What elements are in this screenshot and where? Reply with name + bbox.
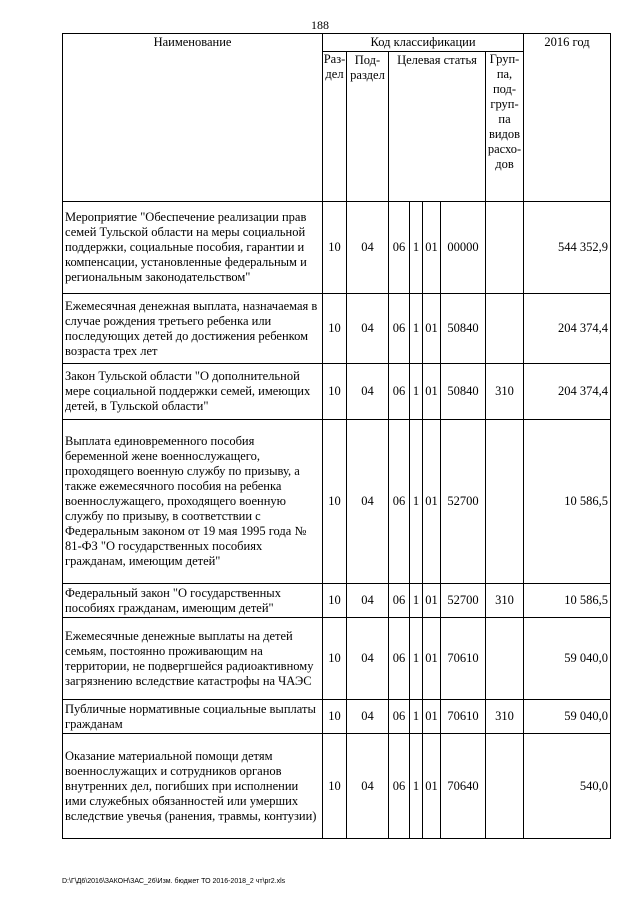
header-group: Груп- па, под- груп- па видов расхо- дов bbox=[486, 52, 524, 202]
row-name: Закон Тульской области "О дополнительной мере социальной поддержки семей, имеющих детей, в Тульской области" bbox=[63, 364, 323, 420]
file-path-footer: D:\Г\Д6\2016\ЗАКОН\ЗАС_26\Изм. бюджет ТО 2016-2018_2 чт\pr2.xls bbox=[62, 878, 286, 885]
row-name: Федеральный закон "О государственных пособиях гражданам, имеющим детей" bbox=[63, 584, 323, 618]
row-target-subprogram: 1 bbox=[410, 618, 423, 700]
row-expense-group bbox=[486, 202, 524, 294]
row-amount: 540,0 bbox=[524, 734, 611, 839]
row-target-program: 06 bbox=[389, 364, 410, 420]
row-target-event: 01 bbox=[423, 618, 441, 700]
table-row bbox=[63, 202, 611, 294]
row-target-direction: 70610 bbox=[441, 618, 486, 700]
row-target-program: 06 bbox=[389, 294, 410, 364]
row-target-subprogram: 1 bbox=[410, 584, 423, 618]
row-target-program: 06 bbox=[389, 584, 410, 618]
page-number: 188 bbox=[311, 18, 329, 32]
table-row bbox=[63, 364, 611, 420]
row-target-direction: 00000 bbox=[441, 202, 486, 294]
row-target-subprogram: 1 bbox=[410, 294, 423, 364]
row-name: Публичные нормативные социальные выплаты гражданам bbox=[63, 700, 323, 734]
row-target-subprogram: 1 bbox=[410, 700, 423, 734]
row-target-direction: 52700 bbox=[441, 420, 486, 584]
row-target-direction: 70640 bbox=[441, 734, 486, 839]
table-row bbox=[63, 584, 611, 618]
row-expense-group: 310 bbox=[486, 700, 524, 734]
header-target: Целевая статья bbox=[389, 52, 486, 202]
table-row bbox=[63, 700, 611, 734]
row-expense-group bbox=[486, 618, 524, 700]
row-subsection: 04 bbox=[347, 584, 389, 618]
table-row bbox=[63, 618, 611, 700]
row-amount: 544 352,9 bbox=[524, 202, 611, 294]
row-target-event: 01 bbox=[423, 584, 441, 618]
row-name: Ежемесячная денежная выплата, назначаемая в случае рождения третьего ребенка или последующих детей до достижения ребенком возраста трех лет bbox=[63, 294, 323, 364]
header-code-group: Код классификации bbox=[323, 34, 524, 52]
row-target-program: 06 bbox=[389, 618, 410, 700]
row-expense-group: 310 bbox=[486, 584, 524, 618]
row-section: 10 bbox=[323, 202, 347, 294]
row-name: Выплата единовременного пособия беременной жене военнослужащего, проходящего военную службу по призыву, а также ежемесячного пособия на ребенка военнослужащего, проходящего военную службу по призыву, в соответствии с Федеральным законом от 19 мая 1995 года № 81-ФЗ "О государственных пособиях гражданам, имеющим детей" bbox=[63, 420, 323, 584]
row-section: 10 bbox=[323, 364, 347, 420]
row-amount: 10 586,5 bbox=[524, 420, 611, 584]
row-amount: 204 374,4 bbox=[524, 294, 611, 364]
row-subsection: 04 bbox=[347, 294, 389, 364]
table-row bbox=[63, 420, 611, 584]
row-section: 10 bbox=[323, 618, 347, 700]
table-row bbox=[63, 294, 611, 364]
row-target-direction: 70610 bbox=[441, 700, 486, 734]
row-section: 10 bbox=[323, 700, 347, 734]
row-target-event: 01 bbox=[423, 420, 441, 584]
row-subsection: 04 bbox=[347, 202, 389, 294]
row-target-program: 06 bbox=[389, 734, 410, 839]
row-subsection: 04 bbox=[347, 364, 389, 420]
row-target-direction: 50840 bbox=[441, 364, 486, 420]
row-subsection: 04 bbox=[347, 618, 389, 700]
row-expense-group: 310 bbox=[486, 364, 524, 420]
row-target-program: 06 bbox=[389, 420, 410, 584]
row-target-event: 01 bbox=[423, 294, 441, 364]
row-target-event: 01 bbox=[423, 202, 441, 294]
row-target-event: 01 bbox=[423, 734, 441, 839]
row-target-event: 01 bbox=[423, 700, 441, 734]
row-target-subprogram: 1 bbox=[410, 420, 423, 584]
row-name: Ежемесячные денежные выплаты на детей семьям, постоянно проживающим на территории, не подвергшейся радиоактивному загрязнению вследствие катастрофы на ЧАЭС bbox=[63, 618, 323, 700]
row-target-subprogram: 1 bbox=[410, 202, 423, 294]
row-subsection: 04 bbox=[347, 420, 389, 584]
table-row bbox=[63, 734, 611, 839]
row-section: 10 bbox=[323, 584, 347, 618]
row-target-program: 06 bbox=[389, 202, 410, 294]
row-amount: 10 586,5 bbox=[524, 584, 611, 618]
row-target-event: 01 bbox=[423, 364, 441, 420]
row-section: 10 bbox=[323, 420, 347, 584]
row-section: 10 bbox=[323, 734, 347, 839]
row-expense-group bbox=[486, 420, 524, 584]
row-target-direction: 50840 bbox=[441, 294, 486, 364]
row-name: Оказание материальной помощи детям военнослужащих и сотрудников органов внутренних дел, погибших при исполнении ими служебных обязанностей или умерших вследствие увечья (ранения, травмы, контузии) bbox=[63, 734, 323, 839]
header-year: 2016 год bbox=[524, 34, 611, 202]
row-target-program: 06 bbox=[389, 700, 410, 734]
header-subsection: Под- раздел bbox=[347, 52, 389, 202]
row-subsection: 04 bbox=[347, 734, 389, 839]
row-target-subprogram: 1 bbox=[410, 734, 423, 839]
row-expense-group bbox=[486, 294, 524, 364]
row-name: Мероприятие "Обеспечение реализации прав семей Тульской области на меры социальной поддержки, социальные пособия, гарантии и компенсации, установленные федеральным и региональным законодательством" bbox=[63, 202, 323, 294]
budget-table bbox=[62, 33, 611, 839]
row-section: 10 bbox=[323, 294, 347, 364]
row-expense-group bbox=[486, 734, 524, 839]
row-amount: 59 040,0 bbox=[524, 618, 611, 700]
row-subsection: 04 bbox=[347, 700, 389, 734]
row-amount: 204 374,4 bbox=[524, 364, 611, 420]
row-target-direction: 52700 bbox=[441, 584, 486, 618]
row-amount: 59 040,0 bbox=[524, 700, 611, 734]
header-name: Наименование bbox=[63, 34, 323, 202]
header-section: Раз- дел bbox=[323, 52, 347, 202]
row-target-subprogram: 1 bbox=[410, 364, 423, 420]
